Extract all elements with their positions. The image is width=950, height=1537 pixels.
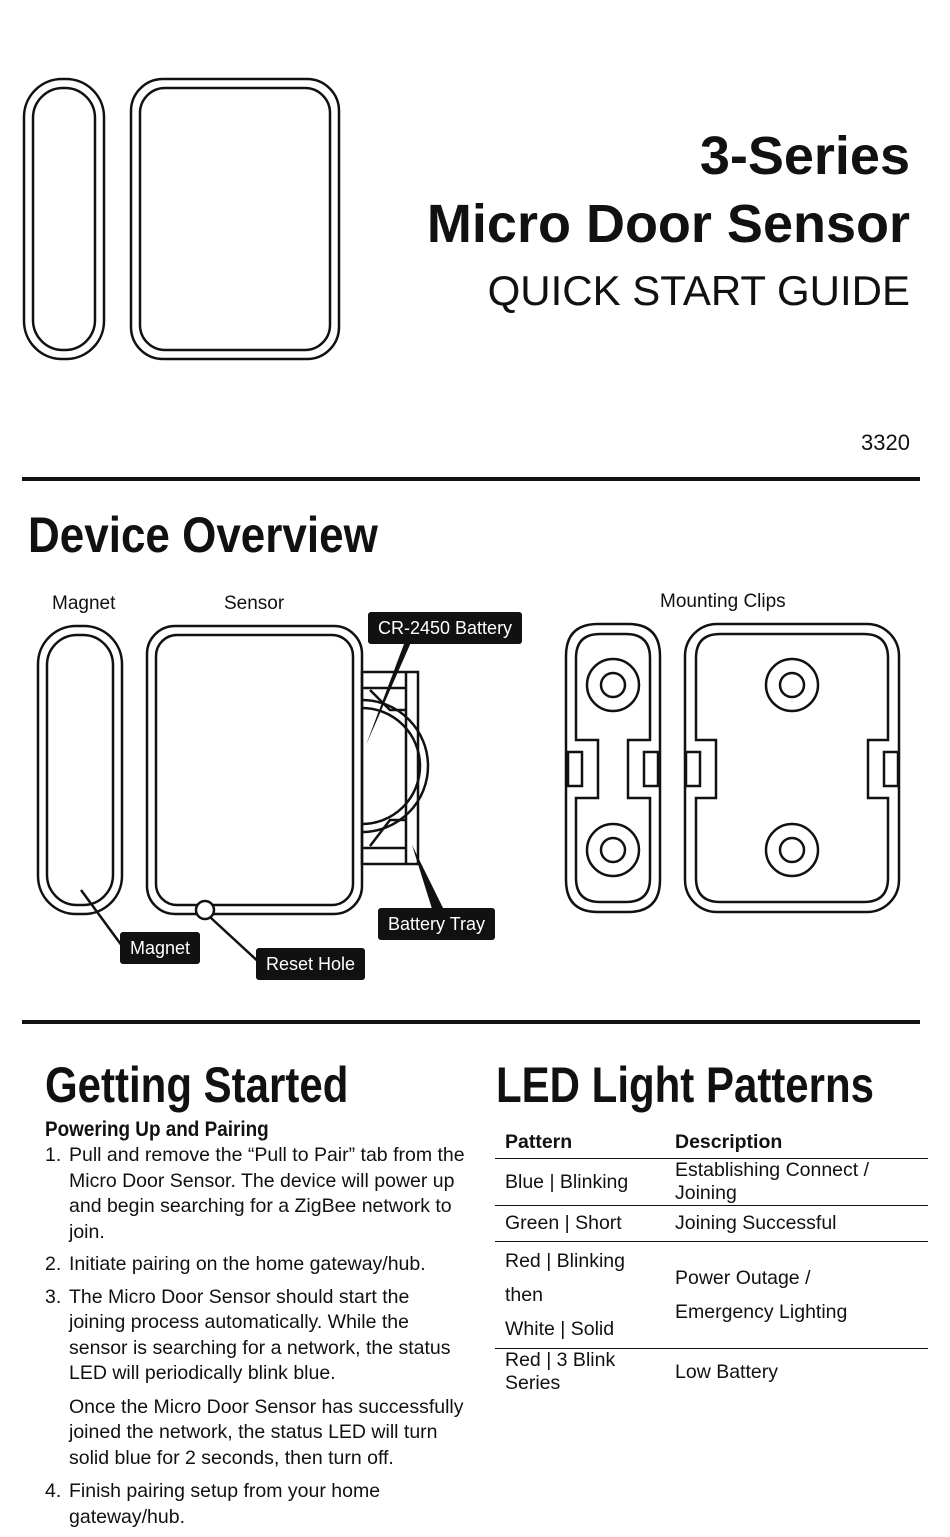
pattern-cell: Red | 3 Blink Series <box>505 1349 616 1394</box>
pairing-step: 1. Pull and remove the “Pull to Pair” tab from the Micro Door Sensor. The device will power up and begin searching for a ZigBee network to join. <box>45 1144 465 1243</box>
table-row <box>495 1159 928 1206</box>
sensor-label: Sensor <box>224 593 285 614</box>
pairing-step-note: Once the Micro Door Sensor has successfully joined the network, the status LED will turn solid blue for 2 seconds, then turn off. <box>69 1395 464 1469</box>
table-row <box>495 1206 928 1242</box>
magnet-callout: Magnet <box>120 932 200 964</box>
getting-started-heading: Getting Started <box>45 1057 349 1113</box>
mounting-clips-label: Mounting Clips <box>660 591 786 612</box>
table-row <box>495 1242 928 1349</box>
magnet-diagram <box>38 626 122 914</box>
pattern-cell: Blue | Blinking <box>495 1159 665 1206</box>
pattern-column-header: Pattern <box>495 1126 665 1159</box>
mounting-clip-small <box>566 624 660 912</box>
mounting-clip-large <box>685 624 899 912</box>
description-cell: Joining Successful <box>665 1206 928 1242</box>
pairing-steps-list <box>45 1143 465 1537</box>
reset-hole-callout: Reset Hole <box>256 948 365 980</box>
reset-hole-marker <box>196 901 214 919</box>
battery-tray-diagram <box>362 672 428 864</box>
device-overview-heading: Device Overview <box>28 507 378 563</box>
powering-up-subheading: Powering Up and Pairing <box>45 1118 269 1141</box>
magnet-label: Magnet <box>52 593 116 614</box>
description-cell: Low Battery <box>675 1360 778 1383</box>
table-row <box>495 1349 928 1396</box>
guide-subtitle: QUICK START GUIDE <box>487 267 910 314</box>
battery-callout: CR-2450 Battery <box>368 612 522 644</box>
pairing-step: 3. The Micro Door Sensor should start the joining process automatically. While the sensor is searching for a network, the status LED will periodically blink blue. <box>45 1285 451 1384</box>
sensor-diagram <box>147 626 362 914</box>
led-patterns-heading: LED Light Patterns <box>496 1057 875 1113</box>
description-cell: Power Outage / Emergency Lighting <box>665 1242 928 1349</box>
description-cell: Establishing Connect / Joining <box>665 1159 928 1206</box>
section-divider <box>22 1020 920 1024</box>
description-column-header: Description <box>665 1126 928 1159</box>
pattern-cell: Green | Short <box>495 1206 665 1242</box>
model-number: 3320 <box>861 430 910 455</box>
battery-tray-callout: Battery Tray <box>378 908 495 940</box>
pattern-cell: Red | Blinking then White | Solid <box>495 1242 665 1349</box>
product-series-title: 3-Series <box>699 126 910 186</box>
led-patterns-table <box>495 1126 928 1395</box>
product-name-title: Micro Door Sensor <box>426 194 910 254</box>
pairing-step: 4. Finish pairing setup from your home gateway/hub. <box>45 1480 381 1528</box>
table-header-row <box>495 1126 928 1159</box>
pairing-step: 2. Initiate pairing on the home gateway/hub. <box>45 1253 426 1275</box>
tray-leader-line <box>412 845 444 912</box>
